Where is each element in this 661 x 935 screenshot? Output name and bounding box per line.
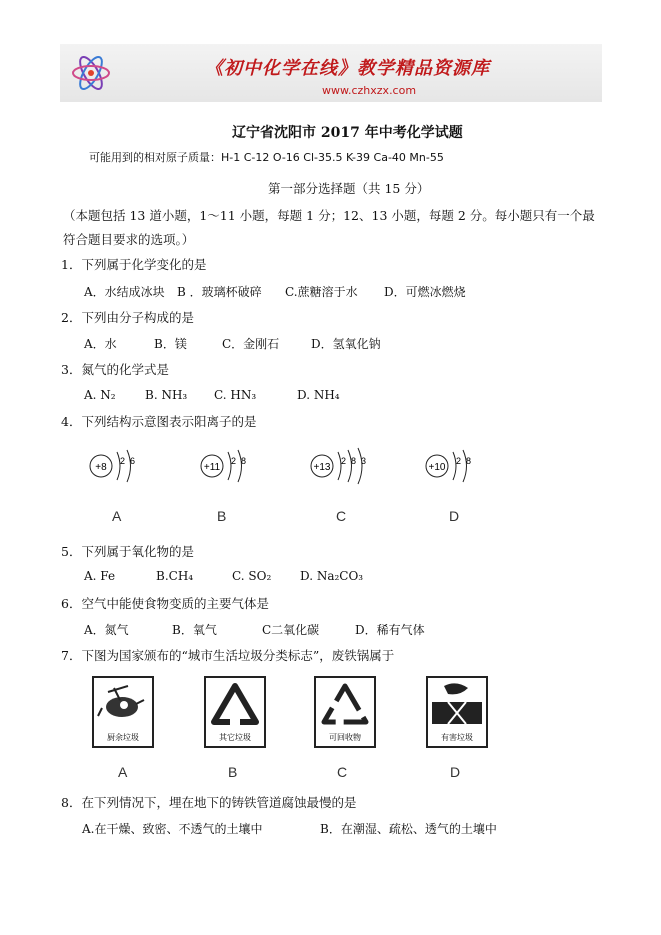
q1-option-a: A．水结成冰块 (84, 285, 165, 299)
sign-c (315, 677, 375, 780)
food-waste-icon (98, 686, 144, 717)
nucleus-b: +11 (203, 462, 221, 473)
banner-title: 《初中化学在线》教学精品资源库 (205, 58, 490, 79)
question-3-stem: 3．氮气的化学式是 (61, 362, 169, 377)
question-8-stem: 8．在下列情况下，埋在地下的铸铁管道腐蚀最慢的是 (61, 795, 357, 810)
shell-b-1: 2 (231, 456, 237, 466)
q8-option-b: B．在潮湿、疏松、透气的土壤中 (320, 822, 497, 836)
structure-diagram-c (311, 448, 366, 524)
nucleus-c: +13 (313, 462, 331, 473)
shell-c-2: 8 (351, 456, 357, 466)
question-2-stem: 2．下列由分子构成的是 (61, 310, 194, 325)
shell-d-2: 8 (466, 456, 472, 466)
question-7-stem: 7．下图为国家颁布的“城市生活垃圾分类标志”，废铁锅属于 (61, 648, 395, 663)
waste-sorting-signs (80, 672, 500, 784)
sign-d-label: D (450, 764, 461, 780)
sign-b-label: B (228, 764, 238, 780)
q6-option-c: C二氧化碳 (262, 623, 320, 637)
page-title: 辽宁省沈阳市 2017 年中考化学试题 (232, 125, 463, 141)
sign-b (205, 677, 265, 780)
structure-diagram-a (90, 450, 135, 524)
shell-a-2: 6 (130, 456, 136, 466)
header-banner (60, 44, 602, 102)
shell-b-2: 8 (241, 456, 247, 466)
atom-logo-icon (68, 52, 114, 94)
q2-option-b: B．镁 (154, 337, 187, 351)
sign-d-caption: 有害垃圾 (441, 733, 473, 742)
q3-option-b: B. NH₃ (145, 388, 188, 402)
q5-option-c: C. SO₂ (232, 569, 272, 583)
q1-option-c: C.蔗糖溶于水 (285, 285, 358, 299)
q3-option-d: D. NH₄ (297, 388, 340, 402)
sign-a-caption: 厨余垃圾 (107, 733, 139, 742)
q2-option-d: D．氢氧化钠 (311, 337, 381, 351)
sign-a (93, 677, 153, 780)
question-1-stem: 1．下列属于化学变化的是 (61, 257, 207, 272)
q3-option-c: C. HN₃ (214, 388, 257, 402)
label-d: D (449, 508, 460, 524)
sign-b-caption: 其它垃圾 (219, 733, 251, 742)
q1-option-d: D．可燃冰燃烧 (384, 285, 466, 299)
q5-option-d: D. Na₂CO₃ (300, 569, 364, 583)
sign-d (427, 677, 487, 780)
section-instruction: （本题包括 13 道小题，1～11 小题，每题 1 分；12、13 小题，每题 2 分。每小题只有一个最符合题目要求的选项。） (63, 208, 595, 247)
q6-option-b: B．氧气 (172, 623, 217, 637)
q1-option-b: B ．玻璃杯破碎 (177, 285, 262, 299)
q8-option-a: A.在干燥、致密、不透气的土壤中 (82, 822, 263, 836)
question-5-stem: 5．下列属于氧化物的是 (61, 544, 194, 559)
shell-d-1: 2 (456, 456, 462, 466)
question-4-stem: 4．下列结构示意图表示阳离子的是 (61, 414, 257, 429)
triangle-arrows-icon (214, 686, 256, 728)
sign-c-label: C (337, 764, 348, 780)
q5-option-a: A. Fe (84, 569, 116, 583)
label-b: B (217, 508, 227, 524)
question-6-stem: 6．空气中能使食物变质的主要气体是 (61, 596, 269, 611)
q3-option-a: A. N₂ (84, 388, 116, 402)
q5-option-b: B.CH₄ (156, 569, 194, 583)
shell-a-1: 2 (120, 456, 126, 466)
nucleus-d: +10 (428, 462, 446, 473)
label-a: A (112, 508, 122, 524)
hazardous-icon (432, 683, 482, 724)
q2-option-c: C．金刚石 (222, 337, 280, 351)
banner-url: www.czhxzx.com (322, 84, 417, 97)
sign-a-label: A (118, 764, 128, 780)
structure-diagram-b (201, 450, 246, 524)
nucleus-a: +8 (95, 462, 107, 473)
atomic-masses: 可能用到的相对原子质量：H-1 C-12 O-16 Cl-35.5 K-39 Ca-40 Mn-55 (89, 151, 444, 164)
recycle-icon (324, 686, 366, 722)
atom-structure-diagrams (60, 440, 530, 530)
shell-c-1: 2 (341, 456, 347, 466)
shell-c-3: 3 (361, 456, 367, 466)
label-c: C (336, 508, 347, 524)
q2-option-a: A．水 (84, 337, 117, 351)
section-heading: 第一部分选择题（共 15 分） (268, 181, 430, 196)
q6-option-a: A．氮气 (84, 623, 129, 637)
structure-diagram-d (426, 450, 471, 524)
sign-c-caption: 可回收物 (329, 733, 361, 742)
q6-option-d: D．稀有气体 (355, 623, 425, 637)
